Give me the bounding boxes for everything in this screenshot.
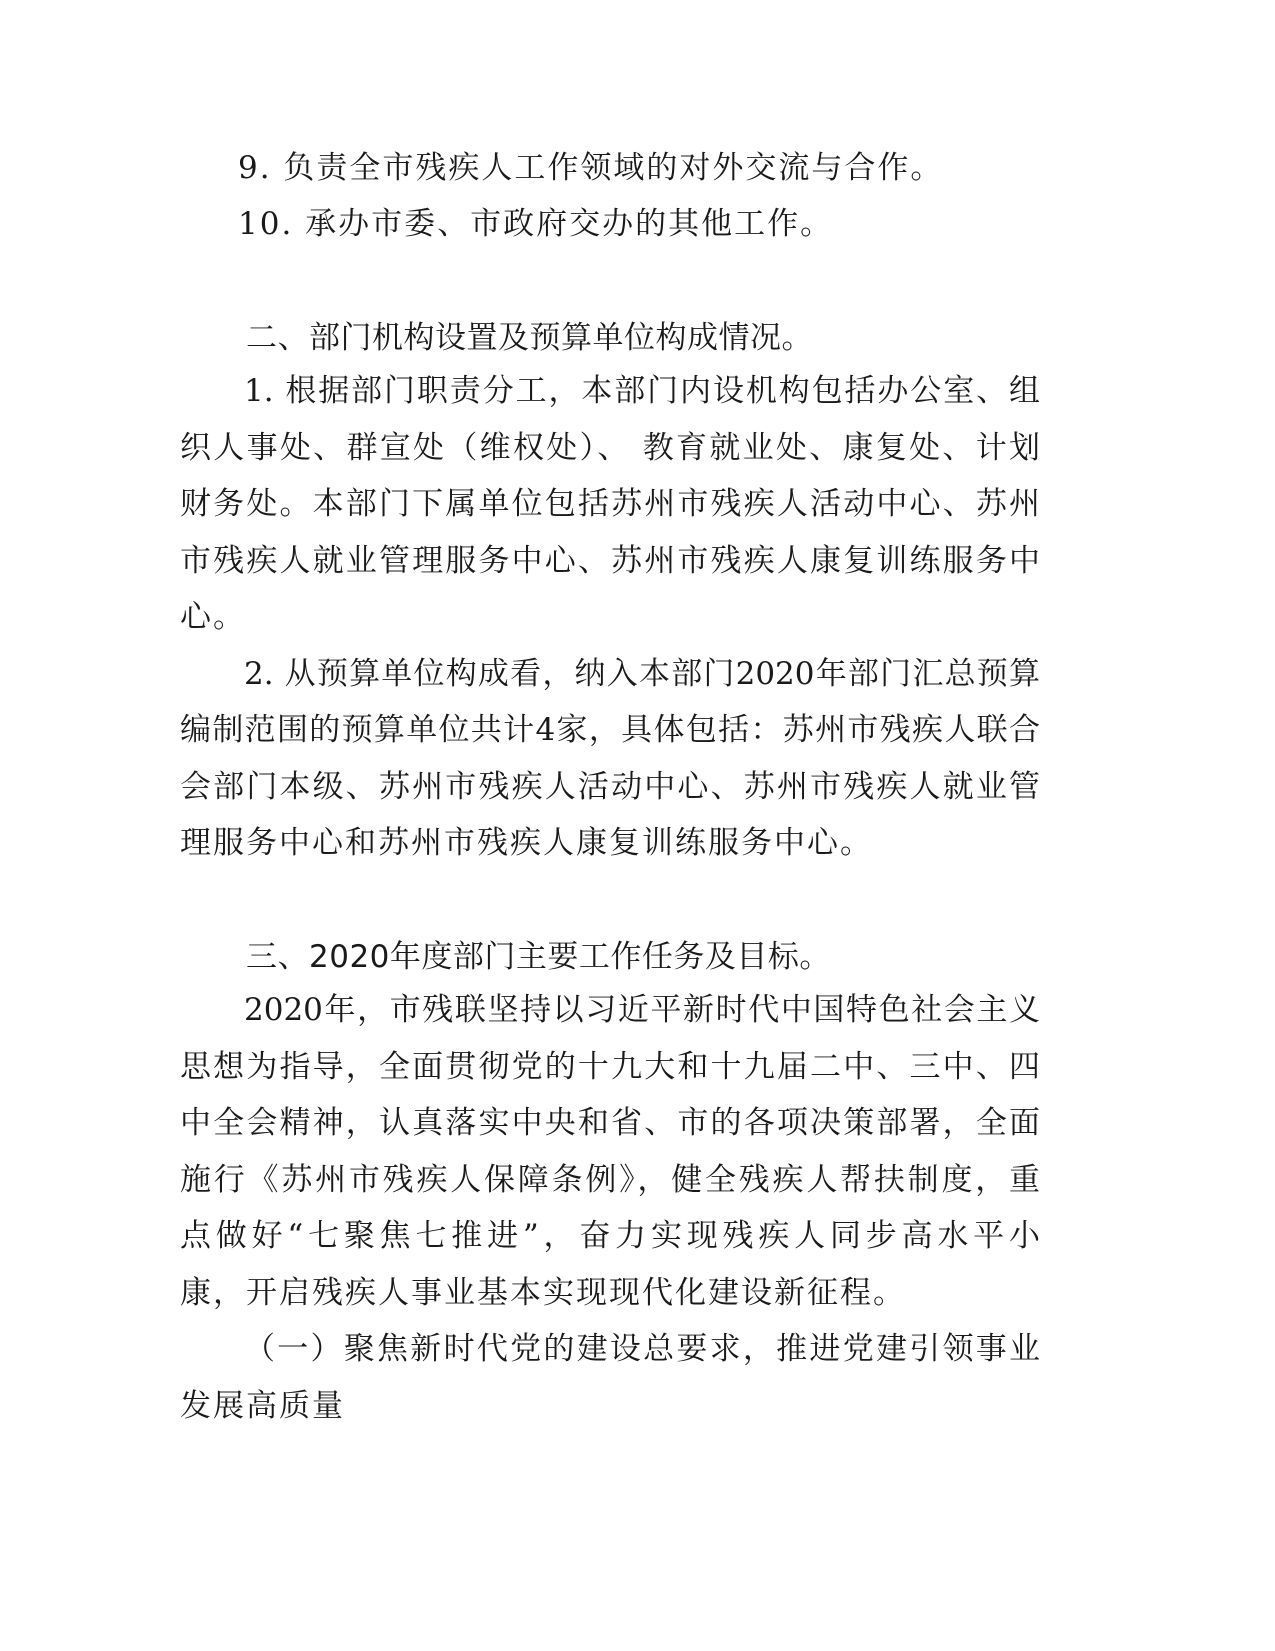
section-3-p1-line-4: 施行《苏州市残疾人保障条例》，健全残疾人帮扶制度，重 <box>180 1162 1040 1198</box>
section-2-p1-line-1: 1. 根据部门职责分工，本部门内设机构包括办公室、组 <box>244 373 1040 409</box>
section-3-p1-line-1: 2020年，市残联坚持以习近平新时代中国特色社会主义 <box>244 992 1040 1028</box>
item-9: 9. 负责全市残疾人工作领域的对外交流与合作。 <box>238 150 944 186</box>
section-3-p1-line-3: 中全会精神，认真落实中央和省、市的各项决策部署，全面 <box>180 1105 1040 1141</box>
section-2-p2-line-1: 2. 从预算单位构成看，纳入本部门2020年部门汇总预算 <box>244 656 1040 692</box>
section-2-p1-line-2: 织人事处、群宣处（维权处）、 教育就业处、康复处、计划 <box>180 430 1040 466</box>
section-2-p1-line-3: 财务处。本部门下属单位包括苏州市残疾人活动中心、苏州 <box>180 486 1040 522</box>
section-2-p2-line-3: 会部门本级、苏州市残疾人活动中心、苏州市残疾人就业管 <box>180 769 1040 805</box>
section-2-p2-line-2: 编制范围的预算单位共计4家，具体包括：苏州市残疾人联合 <box>180 712 1040 748</box>
section-2-p1-line-4: 市残疾人就业管理服务中心、苏州市残疾人康复训练服务中 <box>180 543 1040 579</box>
section-3-sub1-line-2: 发展高质量 <box>180 1388 345 1424</box>
section-3-p1-line-5: 点做好“七聚焦七推进”，奋力实现残疾人同步高水平小 <box>180 1218 1040 1254</box>
section-3-sub1-line-1: （一）聚焦新时代党的建设总要求，推进党建引领事业 <box>244 1331 1040 1367</box>
section-3-heading: 三、2020年度部门主要工作任务及目标。 <box>246 939 831 975</box>
section-3-p1-line-6: 康，开启残疾人事业基本实现现代化建设新征程。 <box>180 1275 906 1311</box>
item-10: 10. 承办市委、市政府交办的其他工作。 <box>238 206 834 242</box>
section-2-p2-line-4: 理服务中心和苏州市残疾人康复训练服务中心。 <box>180 825 873 861</box>
section-3-p1-line-2: 思想为指导，全面贯彻党的十九大和十九届二中、三中、四 <box>180 1049 1040 1085</box>
section-2-heading: 二、部门机构设置及预算单位构成情况。 <box>246 320 813 356</box>
section-2-p1-line-5: 心。 <box>180 599 246 635</box>
